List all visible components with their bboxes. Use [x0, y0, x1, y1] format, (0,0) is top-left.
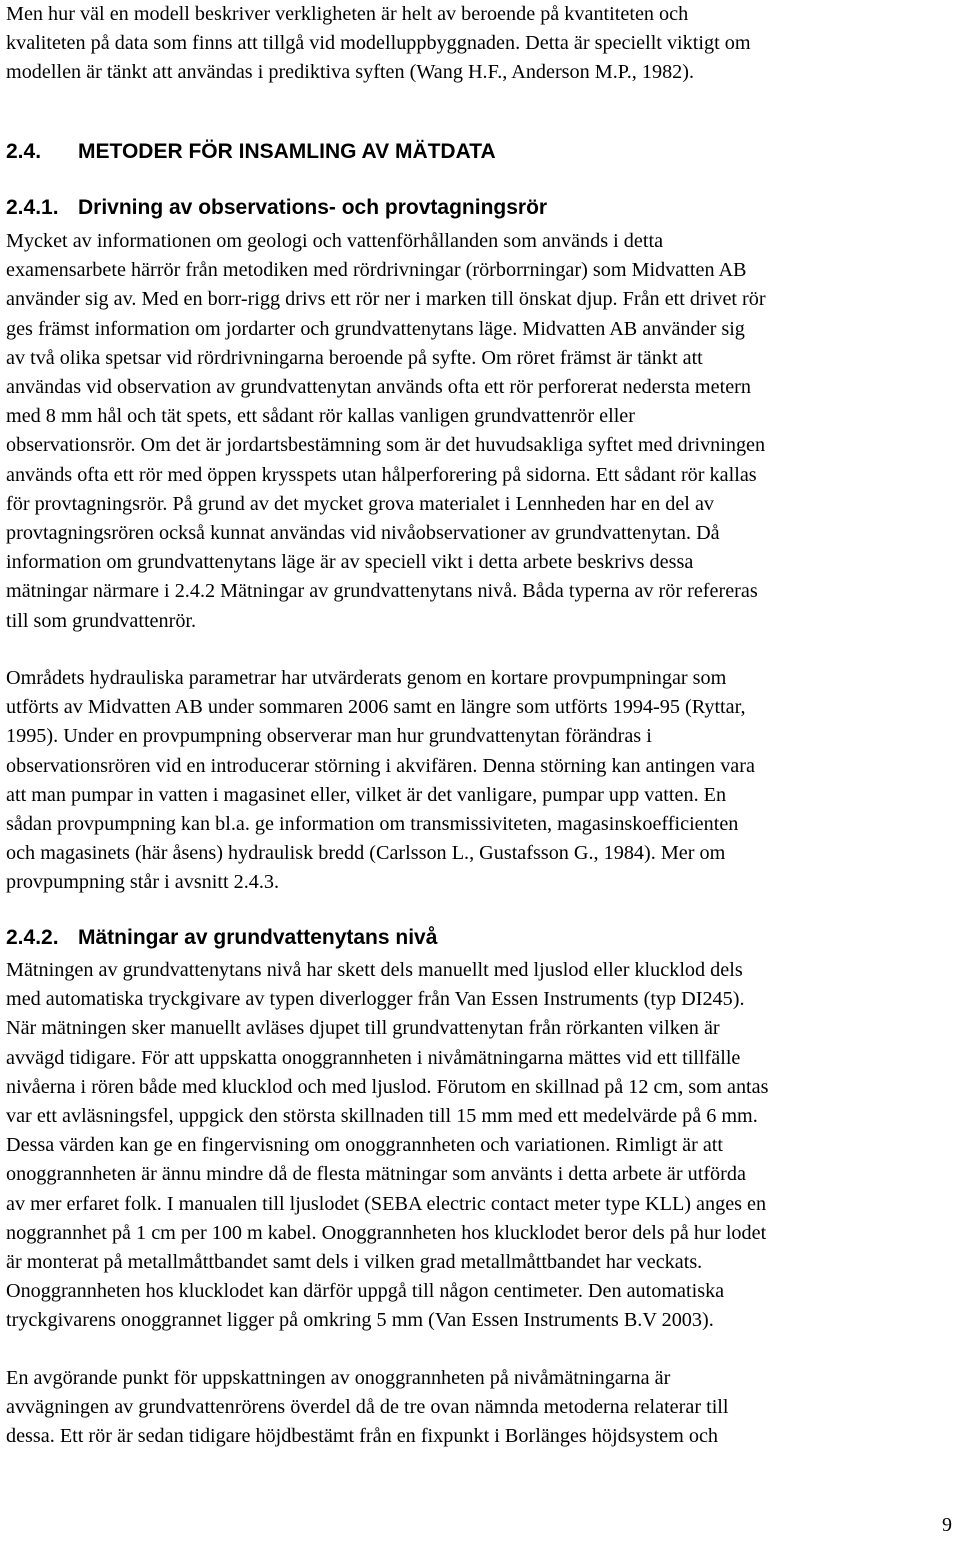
- section-heading-2-4-2: [6, 923, 437, 952]
- section-title: METODER FÖR INSAMLING AV MÄTDATA: [78, 140, 496, 163]
- section-number: 2.4.: [6, 140, 42, 163]
- intro-paragraph: Men hur väl en modell beskriver verkligheten är helt av beroende på kvantiteten och kvaliteten på data som finns att tillgå vid modelluppbyggnaden. Detta är speciellt viktigt om modellen är tänkt att användas i prediktiva syften (Wang H.F., Anderson M.P., 1982).: [6, 3, 751, 84]
- page-number: 9: [942, 1514, 952, 1536]
- section-title: Drivning av observations- och provtagningsrör: [78, 196, 548, 219]
- drivning-paragraph: Mycket av informationen om geologi och vattenförhållanden som används i detta examensarbete härrör från metodiken med rördrivningar (rörborrningar) som Midvatten AB använder sig av. Med en borr-rigg drivs ett rör ner i marken till önskat djup. Från ett drivet rör ges främst information om jordarter och grundvattenytans läge. Midvatten AB använder sig av två olika spetsar vid rördrivningarna beroende på syfte. Om röret främst är tänkt att användas vid observation av grundvattenytan används ofta ett rör perforerat nedersta metern med 8 mm hål och tät spets, ett sådant rör kallas vanligen grundvattenrör eller observationsrör. Om det är jordartsbestämning som är det huvudsakliga syftet med drivningen används ofta ett rör med öppen krysspets utan hålperforering på sidorna. Ett sådant rör kallas för provtagningsrör. På grund av det mycket grova materialet i Lennheden har en del av provtagningsrören också kunnat användas vid nivåobservationer av grundvattenytan. Då information om grundvattenytans läge är av speciell vikt i detta arbete beskrivs dessa mätningar närmare i 2.4.2 Mätningar av grundvattenytans nivå. Båda typerna av rör refereras till som grundvattenrör.: [6, 230, 766, 632]
- section-number: 2.4.2.: [6, 926, 59, 949]
- measurement-paragraph: Mätningen av grundvattenytans nivå har skett dels manuellt med ljuslod eller klucklod dels med automatiska tryckgivare av typen diverlogger från Van Essen Instruments (typ DI245). När mätningen sker manuellt avläses djupet till grundvattenytan från rörkanten vilken är avvägd tidigare. För att uppskatta onoggrannheten i nivåmätningarna mättes vid ett tillfälle nivåerna i rören både med klucklod och med ljuslod. Förutom en skillnad på 12 cm, som antas var ett avläsningsfel, uppgick den största skillnaden till 15 mm med ett medelvärde på 6 mm. Dessa värden kan ge en fingervisning om onoggrannheten och variationen. Rimligt är att onoggrannheten är ännu mindre då de flesta mätningar som använts i detta arbete är utförda av mer erfaret folk. I manualen till ljuslodet (SEBA electric contact meter type KLL) anges en noggrannhet på 1 cm per 100 m kabel. Onoggrannheten hos klucklodet beror dels på hur lodet är monterat på metallmåttbandet samt dels i vilken grad metallmåttbandet har veckats. Onoggrannheten hos klucklodet kan därför uppgå till någon centimeter. Den automatiska tryckgivarens onoggrannet ligger på omkring 5 mm (Van Essen Instruments B.V 2003).: [6, 959, 769, 1332]
- hydraulic-parameters-paragraph: Områdets hydrauliska parametrar har utvärderats genom en kortare provpumpningar som utförts av Midvatten AB under sommaren 2006 samt en längre som utförts 1994-95 (Ryttar, 1995). Under en provpumpning observerar man hur grundvattenytan förändras i observationsrören vid en introducerar störning i akvifären. Denna störning kan antingen vara att man pumpar in vatten i magasinet eller, vilket är det vanligare, pumpar upp vatten. En sådan provpumpning kan bl.a. ge information om transmissiviteten, magasinskoefficienten och magasinets (här åsens) hydraulisk bredd (Carlsson L., Gustafsson G., 1984). Mer om provpumpning står i avsnitt 2.4.3.: [6, 667, 755, 894]
- section-heading-2-4-1: [6, 193, 547, 222]
- section-number: 2.4.1.: [6, 196, 59, 219]
- section-title: Mätningar av grundvattenytans nivå: [78, 926, 438, 949]
- leveling-paragraph: En avgörande punkt för uppskattningen av onoggrannheten på nivåmätningarna är avvägningen av grundvattenrörens överdel då de tre ovan nämnda metoderna relaterar till dessa. Ett rör är sedan tidigare höjdbestämt från en fixpunkt i Borlänges höjdsystem och: [6, 1367, 729, 1448]
- section-heading-2-4: [6, 137, 496, 166]
